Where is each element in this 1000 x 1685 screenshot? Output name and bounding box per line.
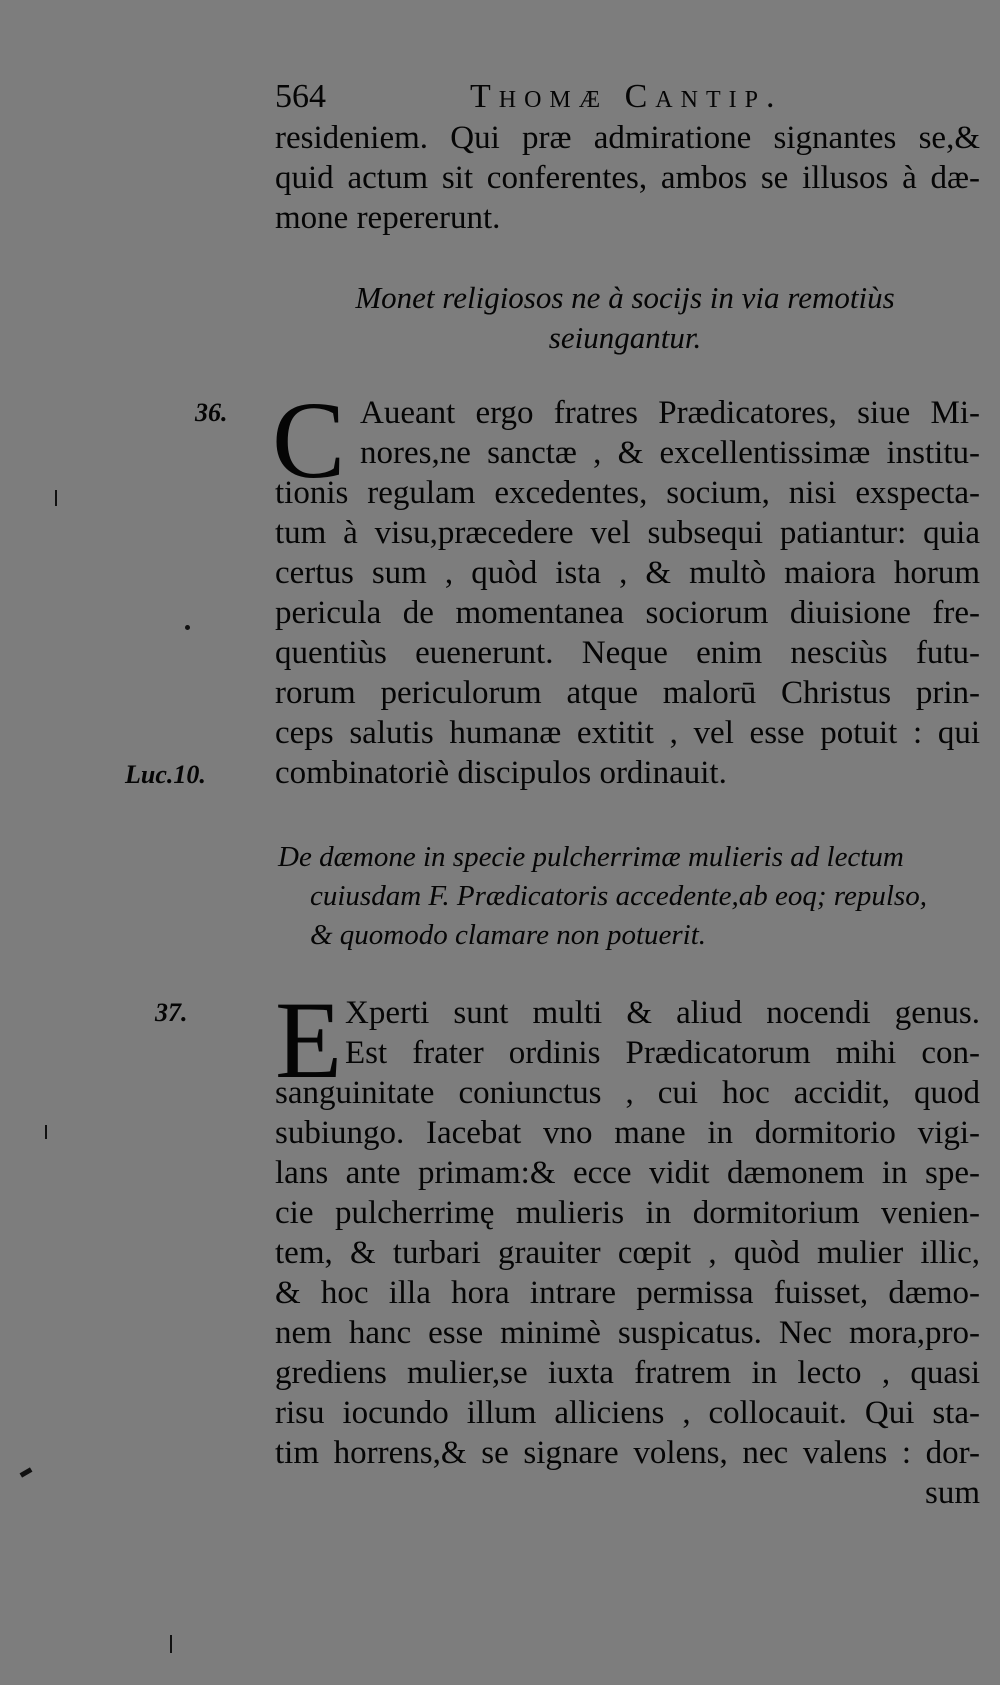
text-line: lans ante primam:& ecce vidit dæmonem in spe- [275,1155,980,1191]
ink-speck [55,490,57,506]
page-number: 564 [275,78,326,115]
text-line: Est frater ordinis Prædicatorum mihi con- [345,1035,980,1071]
text-line: Xperti sunt multi & aliud nocendi genus. [345,995,980,1031]
text-line: sanguinitate coniunctus , cui hoc accidit, quod [275,1075,980,1111]
ink-speck [185,625,190,630]
drop-cap: E [275,979,343,1101]
text-line: quid actum sit conferentes, ambos se illusos à dæ- [275,160,980,196]
text-line: quentiùs euenerunt. Neque enim nesciùs futu- [275,635,980,671]
section-heading-line: Monet religiosos ne à socijs in via remotiùs [355,280,895,315]
text-line: tum à visu,præcedere vel subsequi patiantur: quia [275,515,980,551]
text-line: mone repererunt. [275,200,501,236]
ink-speck [170,1635,172,1653]
page-header [275,78,935,122]
text-line: resideniem. Qui præ admiratione signantes se,& [275,120,980,156]
drop-cap: C [272,379,346,501]
text-line: pericula de momentanea sociorum diuisione fre- [275,595,980,631]
section-number: 37. [155,998,188,1027]
text-line: tem, & turbari grauiter cœpit , quòd mulier illic, [275,1235,980,1271]
text-line: risu iocundo illum alliciens , collocauit. Qui sta- [275,1395,980,1431]
text-line: nores,ne sanctæ , & excellentissimæ institu- [360,435,980,471]
section-heading-line: De dæmone in specie pulcherrimæ mulieris ad lectum [278,841,904,873]
running-head: Thomæ Cantip. [470,78,783,115]
margin-note: Luc.10. [125,760,206,789]
text-line: rorum periculorum atque malorū Christus prin- [275,675,980,711]
text-line: certus sum , quòd ista , & multò maiora horum [275,555,980,591]
ink-speck [20,1467,33,1477]
ink-speck [45,1125,47,1139]
section-heading-line: seiungantur. [548,320,702,355]
text-line: & hoc illa hora intrare permissa fuisset, dæmo- [275,1275,980,1311]
catchword: sum [924,1475,980,1511]
text-line: Aueant ergo fratres Prædicatores, siue Mi- [360,395,980,431]
text-line: nem hanc esse minimè suspicatus. Nec mora,pro- [275,1315,980,1351]
text-line: subiungo. Iacebat vno mane in dormitorio vigi- [275,1115,980,1151]
text-line: grediens mulier,se iuxta fratrem in lecto , quasi [275,1355,980,1391]
section-heading-line: & quomodo clamare non potuerit. [310,919,707,951]
section-heading-line: cuiusdam F. Prædicatoris accedente,ab eoq; repulso, [310,880,927,912]
section-number: 36. [195,398,228,427]
text-line: ceps salutis humanæ extitit , vel esse potuit : qui [275,715,980,751]
text-line: tionis regulam excedentes, socium, nisi exspecta- [275,475,980,511]
text-line: tim horrens,& se signare volens, nec valens : dor- [275,1435,980,1471]
text-line: cie pulcherrimę mulieris in dormitorium venien- [275,1195,980,1231]
text-line: combinatoriè discipulos ordinauit. [275,755,727,791]
